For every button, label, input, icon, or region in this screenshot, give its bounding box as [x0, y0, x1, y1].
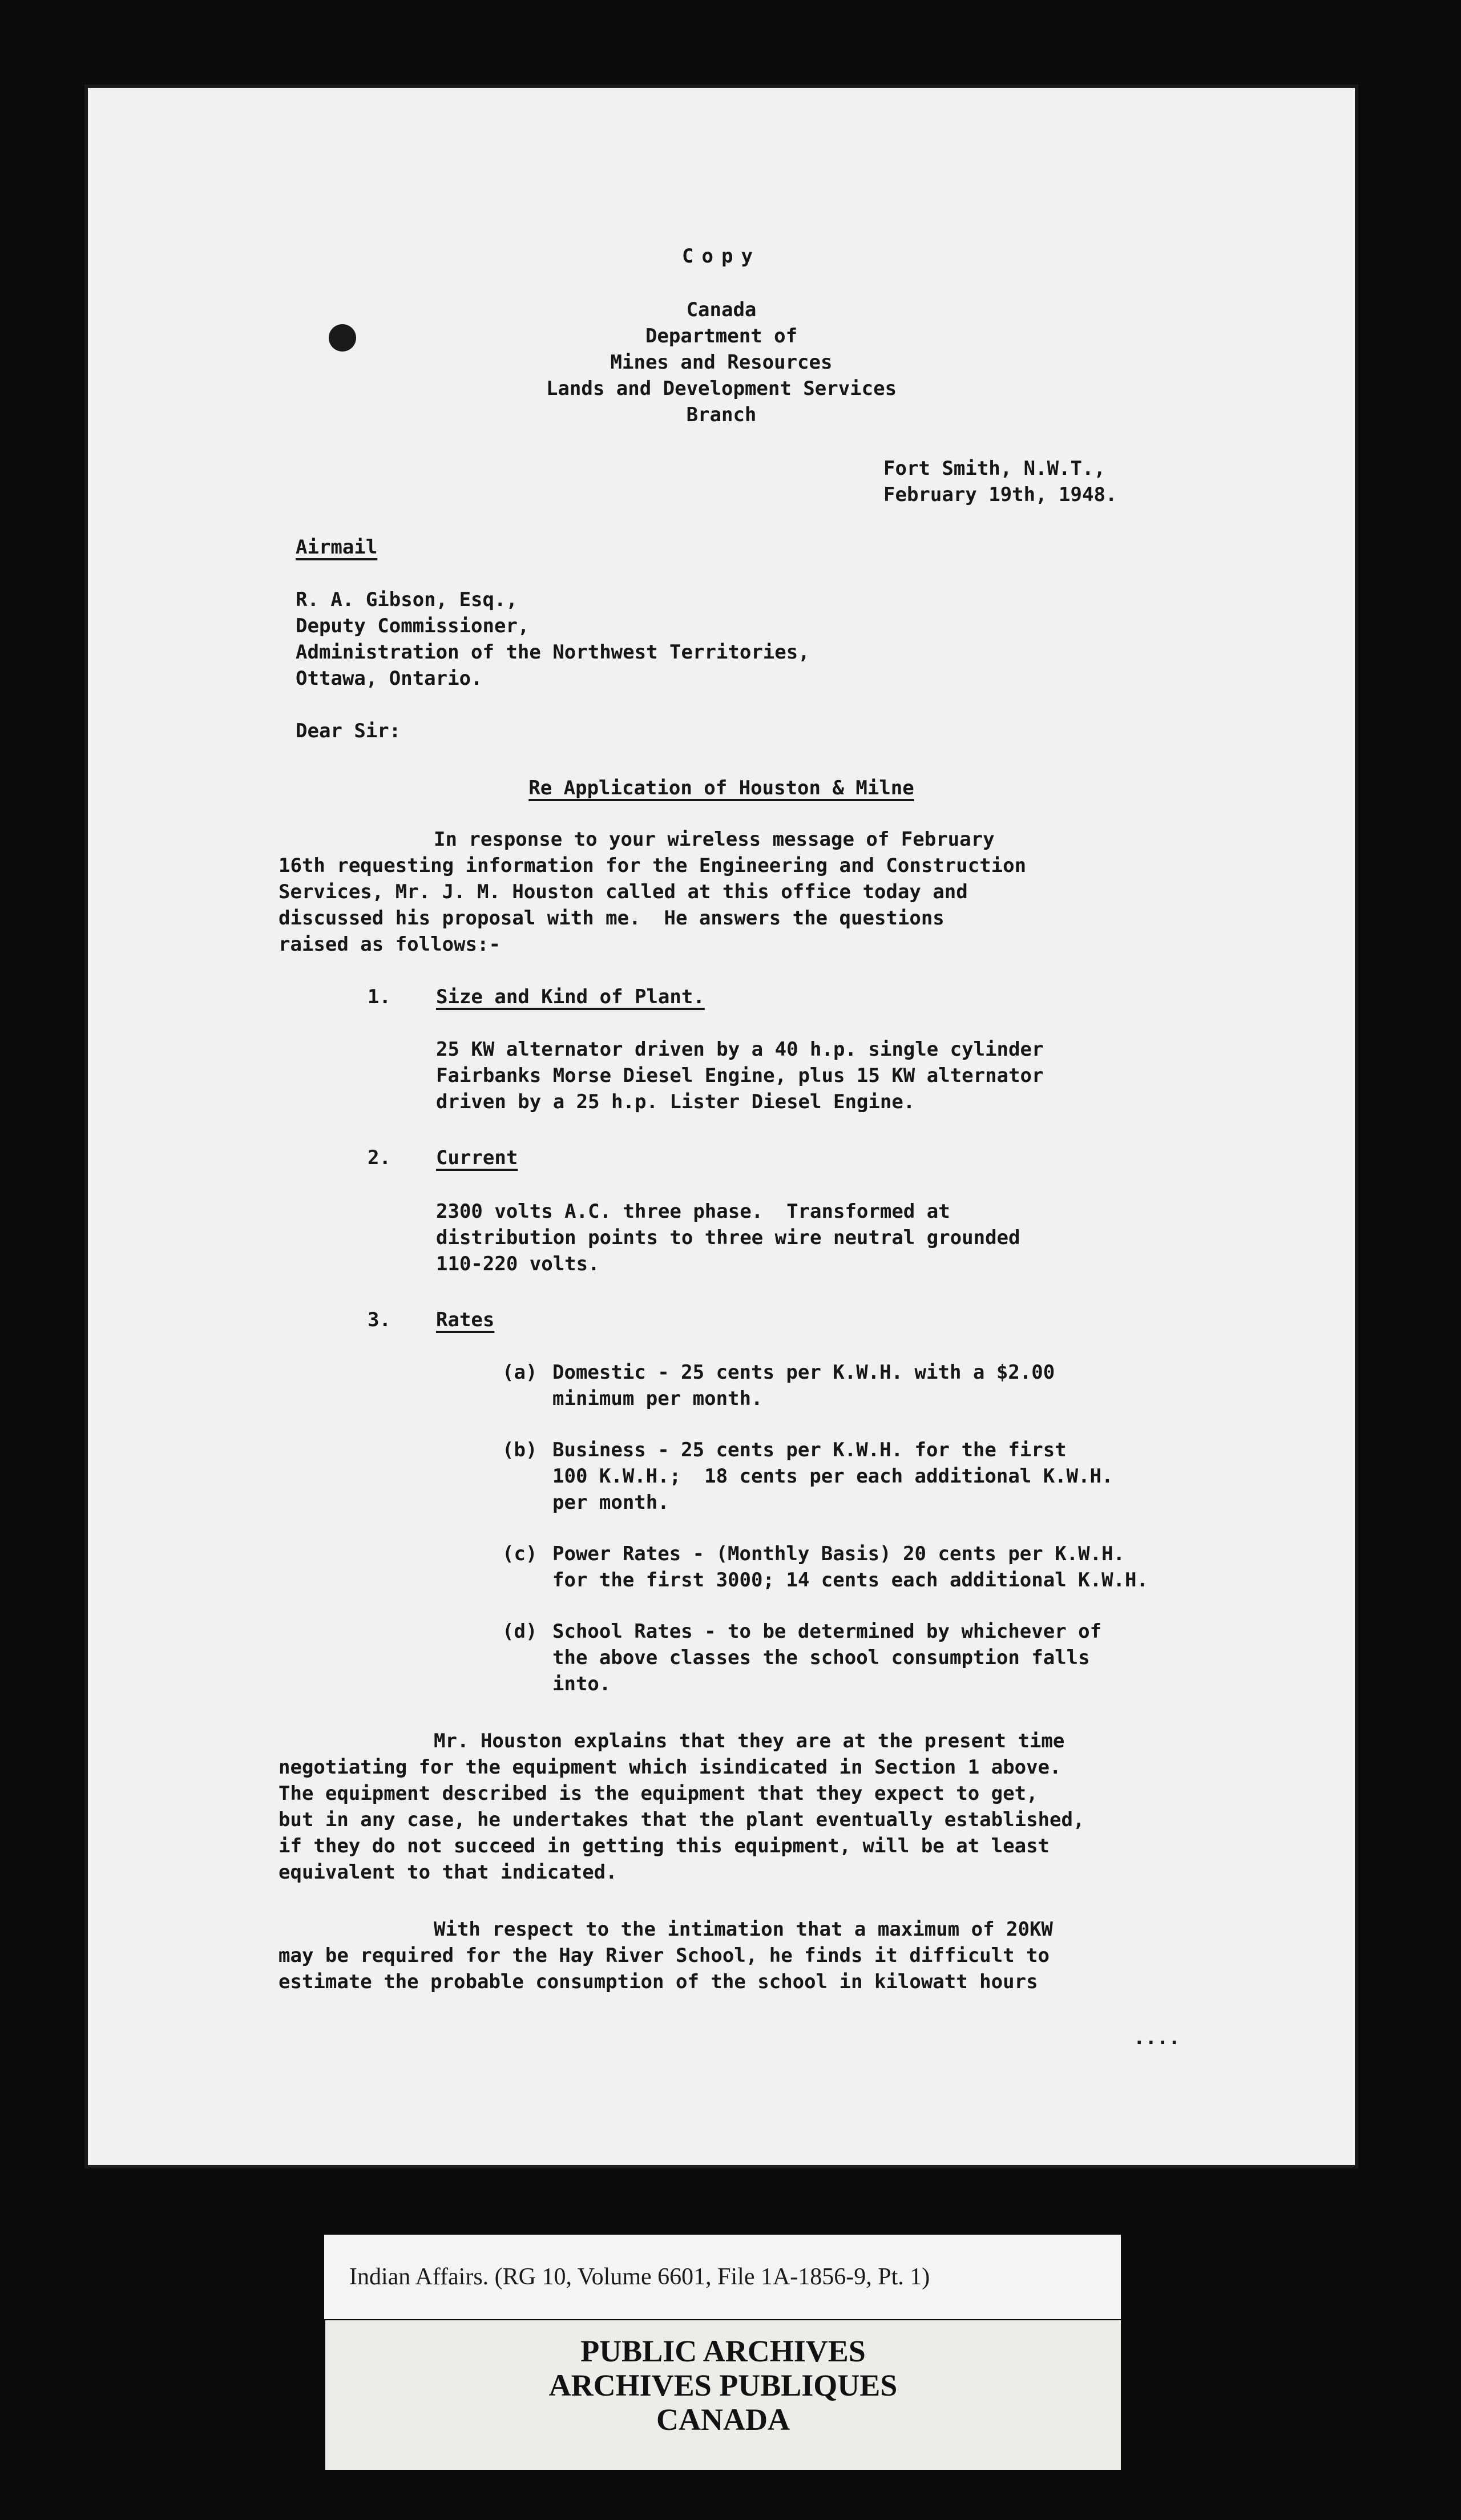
rate-line: for the first 3000; 14 cents each additional K.W.H.: [552, 1569, 1148, 1592]
section-title: Rates: [436, 1309, 495, 1331]
intro-line: 16th requesting information for the Engineering and Construction: [279, 854, 1027, 877]
section-line: driven by a 25 h.p. Lister Diesel Engine.: [436, 1091, 915, 1113]
letter-page: [84, 84, 1358, 2168]
section-line: 25 KW alternator driven by a 40 h.p. single cylinder: [436, 1038, 1044, 1061]
org-line: Branch: [686, 403, 757, 426]
addressee-line: Deputy Commissioner,: [296, 615, 530, 637]
paragraph-line: The equipment described is the equipment that they expect to get,: [279, 1782, 1038, 1805]
section-number: 3.: [368, 1309, 391, 1331]
archive-reference: Indian Affairs. (RG 10, Volume 6601, File 1A-1856-9, Pt. 1): [349, 2264, 930, 2290]
org-line: Department of: [645, 325, 798, 348]
paragraph-line: estimate the probable consumption of the school in kilowatt hours: [279, 1970, 1038, 1993]
rate-line: into.: [552, 1673, 611, 1695]
letter-date: February 19th, 1948.: [883, 483, 1117, 506]
salutation: Dear Sir:: [296, 720, 401, 742]
subject-line: Re Application of Houston & Milne: [528, 777, 914, 799]
rate-letter: (b): [502, 1439, 538, 1461]
rate-line: the above classes the school consumption falls: [552, 1646, 1090, 1669]
continuation-mark: ....: [1133, 2026, 1180, 2049]
intro-line: discussed his proposal with me. He answers the questions: [279, 907, 945, 930]
archive-reference-label: [324, 2235, 1121, 2319]
addressee-line: Administration of the Northwest Territories,: [296, 641, 810, 664]
rate-line: per month.: [552, 1491, 669, 1514]
stamp-line: PUBLIC ARCHIVES: [580, 2334, 866, 2368]
rate-line: minimum per month.: [552, 1387, 763, 1410]
org-line: Lands and Development Services: [546, 377, 897, 400]
section-title: Size and Kind of Plant.: [436, 986, 705, 1008]
stamp-line: CANADA: [656, 2402, 790, 2437]
section-number: 2.: [368, 1146, 391, 1169]
paragraph-line: negotiating for the equipment which isindicated in Section 1 above.: [279, 1756, 1062, 1779]
rate-line: 100 K.W.H.; 18 cents per each additional K.W.H.: [552, 1465, 1113, 1488]
letter-place: Fort Smith, N.W.T.,: [883, 457, 1105, 480]
addressee-line: Ottawa, Ontario.: [296, 667, 483, 690]
intro-line: Services, Mr. J. M. Houston called at this office today and: [279, 881, 968, 903]
section-number: 1.: [368, 986, 391, 1008]
copy-heading: Copy: [682, 245, 761, 268]
paragraph-line: if they do not succeed in getting this equipment, will be at least: [279, 1835, 1050, 1857]
paragraph-line: may be required for the Hay River School, he finds it difficult to: [279, 1944, 1050, 1967]
paragraph-line: but in any case, he undertakes that the plant eventually established,: [279, 1808, 1085, 1831]
paragraph-line: With respect to the intimation that a maximum of 20KW: [434, 1918, 1053, 1941]
org-line: Mines and Resources: [610, 351, 833, 374]
rate-letter: (c): [502, 1542, 538, 1565]
rate-line: Domestic - 25 cents per K.W.H. with a $2.00: [552, 1361, 1055, 1384]
paragraph-line: equivalent to that indicated.: [279, 1861, 618, 1884]
rate-letter: (d): [502, 1620, 538, 1643]
rate-letter: (a): [502, 1361, 538, 1384]
section-line: distribution points to three wire neutral grounded: [436, 1226, 1020, 1249]
archive-stamp: [325, 2320, 1121, 2470]
stamp-line: ARCHIVES PUBLIQUES: [548, 2368, 898, 2402]
section-line: 110-220 volts.: [436, 1253, 600, 1275]
intro-line: In response to your wireless message of February: [434, 828, 995, 851]
addressee-line: R. A. Gibson, Esq.,: [296, 588, 518, 611]
section-title: Current: [436, 1146, 518, 1169]
section-line: Fairbanks Morse Diesel Engine, plus 15 KW alternator: [436, 1064, 1044, 1087]
delivery-method: Airmail: [296, 536, 378, 559]
section-line: 2300 volts A.C. three phase. Transformed at: [436, 1200, 950, 1223]
rate-line: Power Rates - (Monthly Basis) 20 cents per K.W.H.: [552, 1542, 1125, 1565]
intro-line: raised as follows:-: [279, 933, 501, 956]
paragraph-line: Mr. Houston explains that they are at the present time: [434, 1730, 1065, 1752]
rate-line: School Rates - to be determined by whichever of: [552, 1620, 1102, 1643]
org-line: Canada: [686, 298, 757, 321]
rate-line: Business - 25 cents per K.W.H. for the first: [552, 1439, 1067, 1461]
